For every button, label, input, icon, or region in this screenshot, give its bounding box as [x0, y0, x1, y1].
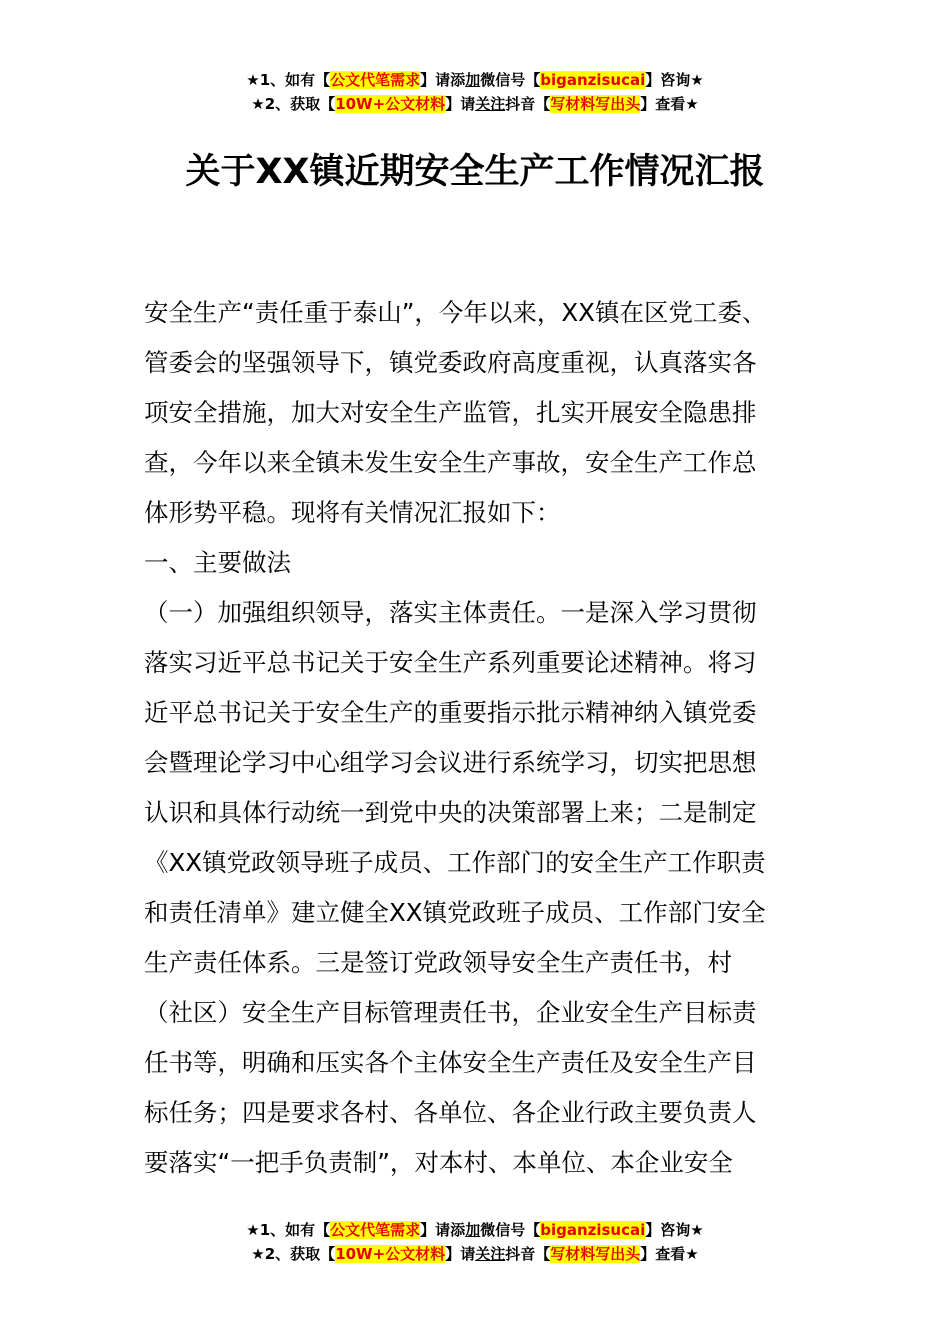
body-line: 体形势平稳。现将有关情况汇报如下：	[144, 498, 561, 527]
promo-text: 】查看★	[640, 95, 699, 113]
promo-line-2	[0, 92, 950, 116]
body-line: 任书等，明确和压实各个主体安全生产责任及安全生产目	[144, 1048, 757, 1077]
body-line: 会暨理论学习中心组学习会议进行系统学习，切实把思想	[144, 748, 757, 777]
document-body	[144, 288, 824, 1188]
promo-underline: 关注	[475, 1245, 506, 1263]
promo-underline: 加	[465, 1221, 481, 1239]
promo-highlight: 公文代笔需求	[330, 1221, 421, 1239]
promo-line-1	[0, 1218, 950, 1242]
body-line: 和责任清单》建立健全XX镇党政班子成员、工作部门安全	[144, 898, 766, 927]
promo-highlight: 公文代笔需求	[330, 71, 421, 89]
promo-text: ★1、如有【	[246, 1221, 331, 1239]
promo-highlight-wechat: biganzisucai	[540, 71, 646, 89]
promo-text: 】查看★	[640, 1245, 699, 1263]
document-title: 关于XX镇近期安全生产工作情况汇报	[185, 152, 765, 192]
body-line: 要落实“一把手负责制”，对本村、本单位、本企业安全	[144, 1148, 733, 1177]
body-line: 一、主要做法	[144, 548, 291, 577]
promo-banner-top	[0, 68, 950, 116]
body-line: （社区）安全生产目标管理责任书，企业安全生产目标责	[144, 998, 757, 1027]
promo-underline: 关注	[475, 95, 506, 113]
body-line: 查，今年以来全镇未发生安全生产事故，安全生产工作总	[144, 448, 757, 477]
promo-text: 】请	[445, 1245, 476, 1263]
promo-text: 】咨询★	[645, 1221, 704, 1239]
body-line: 落实习近平总书记关于安全生产系列重要论述精神。将习	[144, 648, 757, 677]
promo-text: 抖音【	[505, 1245, 551, 1263]
promo-highlight: 10W+公文材料	[335, 1245, 446, 1263]
promo-banner-bottom	[0, 1218, 950, 1266]
body-line: （一）加强组织领导，落实主体责任。一是深入学习贯彻	[144, 598, 757, 627]
promo-text: 】请添	[420, 71, 466, 89]
promo-text: 微信号【	[480, 71, 541, 89]
promo-line-1	[0, 68, 950, 92]
body-line: 近平总书记关于安全生产的重要指示批示精神纳入镇党委	[144, 698, 757, 727]
promo-text: 微信号【	[480, 1221, 541, 1239]
body-line: 认识和具体行动统一到党中央的决策部署上来；二是制定	[144, 798, 757, 827]
promo-text: 】咨询★	[645, 71, 704, 89]
body-line: 标任务；四是要求各村、各单位、各企业行政主要负责人	[144, 1098, 757, 1127]
body-line: 管委会的坚强领导下，镇党委政府高度重视，认真落实各	[144, 348, 757, 377]
promo-highlight: 10W+公文材料	[335, 95, 446, 113]
promo-text: ★2、获取【	[251, 95, 336, 113]
promo-line-2	[0, 1242, 950, 1266]
body-line: 生产责任体系。三是签订党政领导安全生产责任书，村	[144, 948, 732, 977]
promo-underline: 加	[465, 71, 481, 89]
promo-text: ★2、获取【	[251, 1245, 336, 1263]
body-line: 《XX镇党政领导班子成员、工作部门的安全生产工作职责	[144, 848, 766, 877]
body-line: 安全生产“责任重于泰山”，今年以来，XX镇在区党工委、	[144, 298, 767, 327]
promo-text: 】请添	[420, 1221, 466, 1239]
promo-text: 抖音【	[505, 95, 551, 113]
promo-text: 】请	[445, 95, 476, 113]
promo-highlight-douyin: 写材料写出头	[550, 1245, 641, 1263]
promo-highlight-douyin: 写材料写出头	[550, 95, 641, 113]
promo-text: ★1、如有【	[246, 71, 331, 89]
promo-highlight-wechat: biganzisucai	[540, 1221, 646, 1239]
body-line: 项安全措施，加大对安全生产监管，扎实开展安全隐患排	[144, 398, 757, 427]
